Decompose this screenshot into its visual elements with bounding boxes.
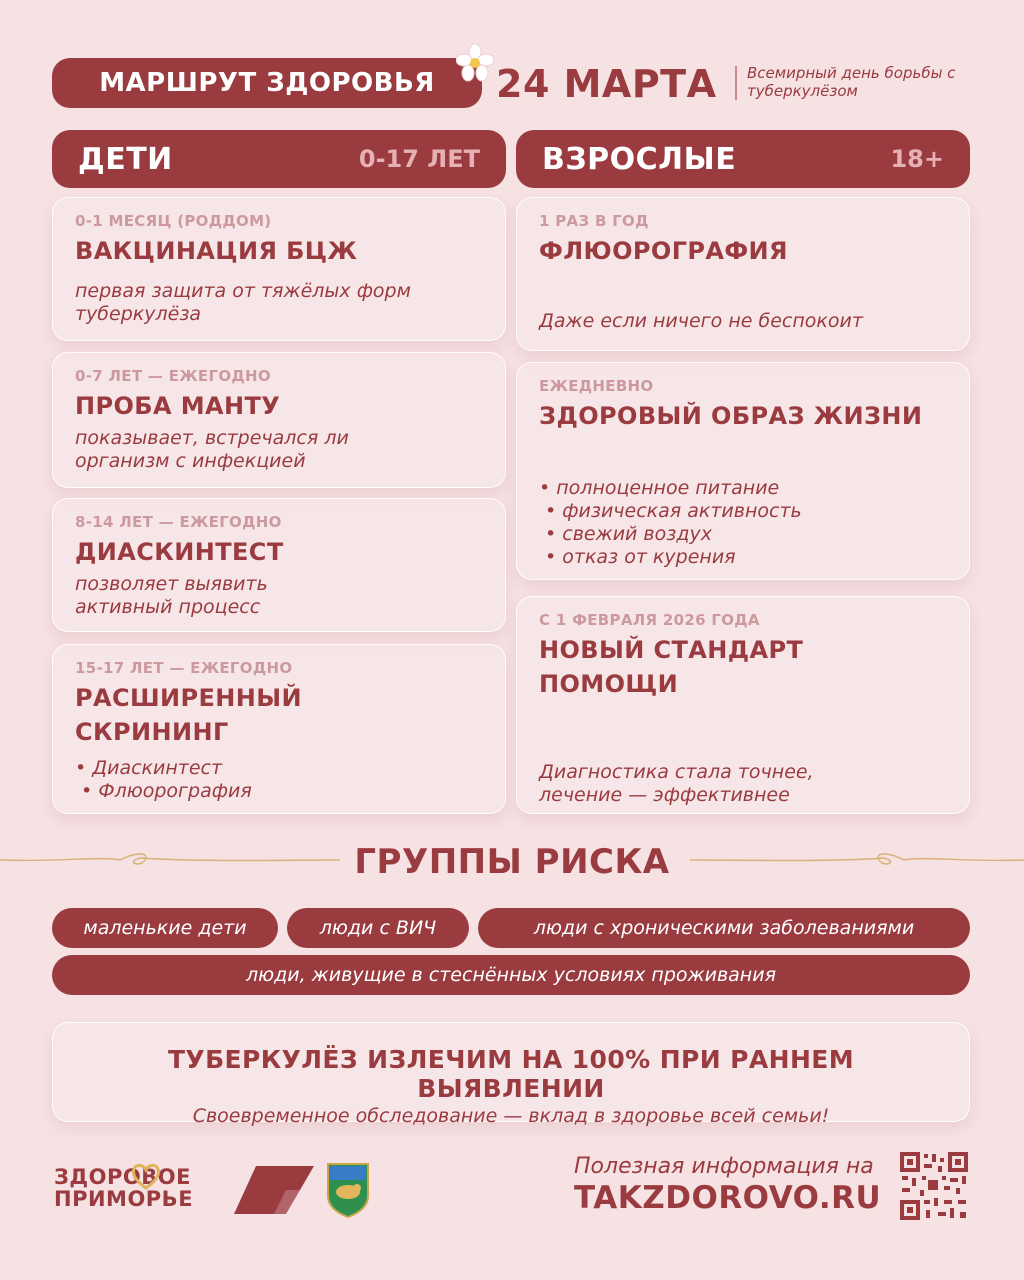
card-title: ЗДОРОВЫЙ ОБРАЗ ЖИЗНИ	[539, 402, 923, 430]
card-description: показывает, встречался ли организм с инфекцией	[75, 427, 349, 472]
event-date: 24 МАРТА	[496, 62, 717, 106]
card-list-item: • свежий воздух	[545, 523, 712, 545]
risk-tag: люди, живущие в стеснённых условиях проживания	[52, 955, 970, 995]
kids-title: ДЕТИ	[78, 141, 173, 177]
card-title: ФЛЮОРОГРАФИЯ	[539, 237, 788, 265]
website-link[interactable]: TAKZDOROVO.RU	[574, 1180, 882, 1216]
card-label: 0-1 МЕСЯЦ (РОДДОМ)	[75, 212, 272, 230]
card-title: ДИАСКИНТЕСТ	[75, 538, 284, 566]
card-title: ПРОБА МАНТУ	[75, 392, 281, 420]
risk-tag: люди с хроническими заболеваниями	[478, 908, 970, 948]
logo-line-2: ПРИМОРЬЕ	[54, 1187, 194, 1211]
card-description: позволяет выявить активный процесс	[75, 573, 268, 618]
card-description: Диагностика стала точнее, лечение — эффективнее	[539, 761, 814, 806]
card-bcg-vaccination	[52, 197, 506, 341]
card-list-item: • отказ от курения	[545, 546, 736, 568]
card-label: С 1 ФЕВРАЛЯ 2026 ГОДА	[539, 611, 760, 629]
card-title: РАСШИРЕННЫЙ СКРИНИНГ	[75, 684, 303, 746]
event-subtitle: Всемирный день борьбы с туберкулёзом	[747, 64, 956, 100]
brand-mark-icon	[234, 1164, 314, 1216]
adults-title: ВЗРОСЛЫЕ	[542, 141, 737, 177]
adults-column-header	[516, 130, 970, 188]
card-new-standard	[516, 596, 970, 814]
card-mantoux-test	[52, 352, 506, 488]
card-list-item: • полноценное питание	[539, 477, 780, 499]
card-label: 1 РАЗ В ГОД	[539, 212, 649, 230]
header-divider	[735, 66, 737, 100]
kids-ages: 0-17 ЛЕТ	[358, 145, 480, 173]
qr-code-icon[interactable]	[898, 1150, 970, 1222]
risk-groups-title: ГРУППЫ РИСКА	[354, 842, 670, 882]
card-title: ВАКЦИНАЦИЯ БЦЖ	[75, 237, 358, 265]
heart-icon	[131, 1162, 161, 1190]
card-label: ЕЖЕДНЕВНО	[539, 377, 654, 395]
logo-zdorovoe-primorye	[54, 1166, 193, 1210]
card-description: первая защита от тяжёлых форм туберкулёза	[75, 280, 411, 325]
flower-icon	[456, 44, 494, 82]
card-fluorography	[516, 197, 970, 351]
banner-subtitle: Своевременное обследование — вклад в здоровье всей семьи!	[192, 1105, 830, 1127]
card-label: 15-17 ЛЕТ — ЕЖЕГОДНО	[75, 659, 293, 677]
card-list-item: • физическая активность	[545, 500, 802, 522]
card-description: Даже если ничего не беспокоит	[539, 310, 863, 332]
card-extended-screening	[52, 644, 506, 814]
early-detection-banner	[52, 1022, 970, 1127]
kids-column-header	[52, 130, 506, 188]
card-title: НОВЫЙ СТАНДАРТ ПОМОЩИ	[539, 636, 804, 698]
card-healthy-lifestyle	[516, 362, 970, 580]
info-text: Полезная информация на	[574, 1154, 874, 1179]
logo-line-1: ЗДОРОВОЕ	[54, 1165, 191, 1189]
card-label: 0-7 ЛЕТ — ЕЖЕГОДНО	[75, 367, 271, 385]
card-list-item: • Флюорография	[81, 780, 252, 802]
card-diaskintest	[52, 498, 506, 632]
page-title: МАРШРУТ ЗДОРОВЬЯ	[52, 58, 482, 108]
risk-tag: люди с ВИЧ	[287, 908, 469, 948]
card-list-item: • Диаскинтест	[75, 757, 223, 779]
adults-ages: 18+	[890, 145, 944, 173]
risk-tag: маленькие дети	[52, 908, 278, 948]
banner-headline: ТУБЕРКУЛЁЗ ИЗЛЕЧИМ НА 100% ПРИ РАННЕМ ВЫЯВЛЕНИИ	[167, 1045, 855, 1103]
card-label: 8-14 ЛЕТ — ЕЖЕГОДНО	[75, 513, 282, 531]
coat-of-arms-icon	[326, 1162, 370, 1218]
